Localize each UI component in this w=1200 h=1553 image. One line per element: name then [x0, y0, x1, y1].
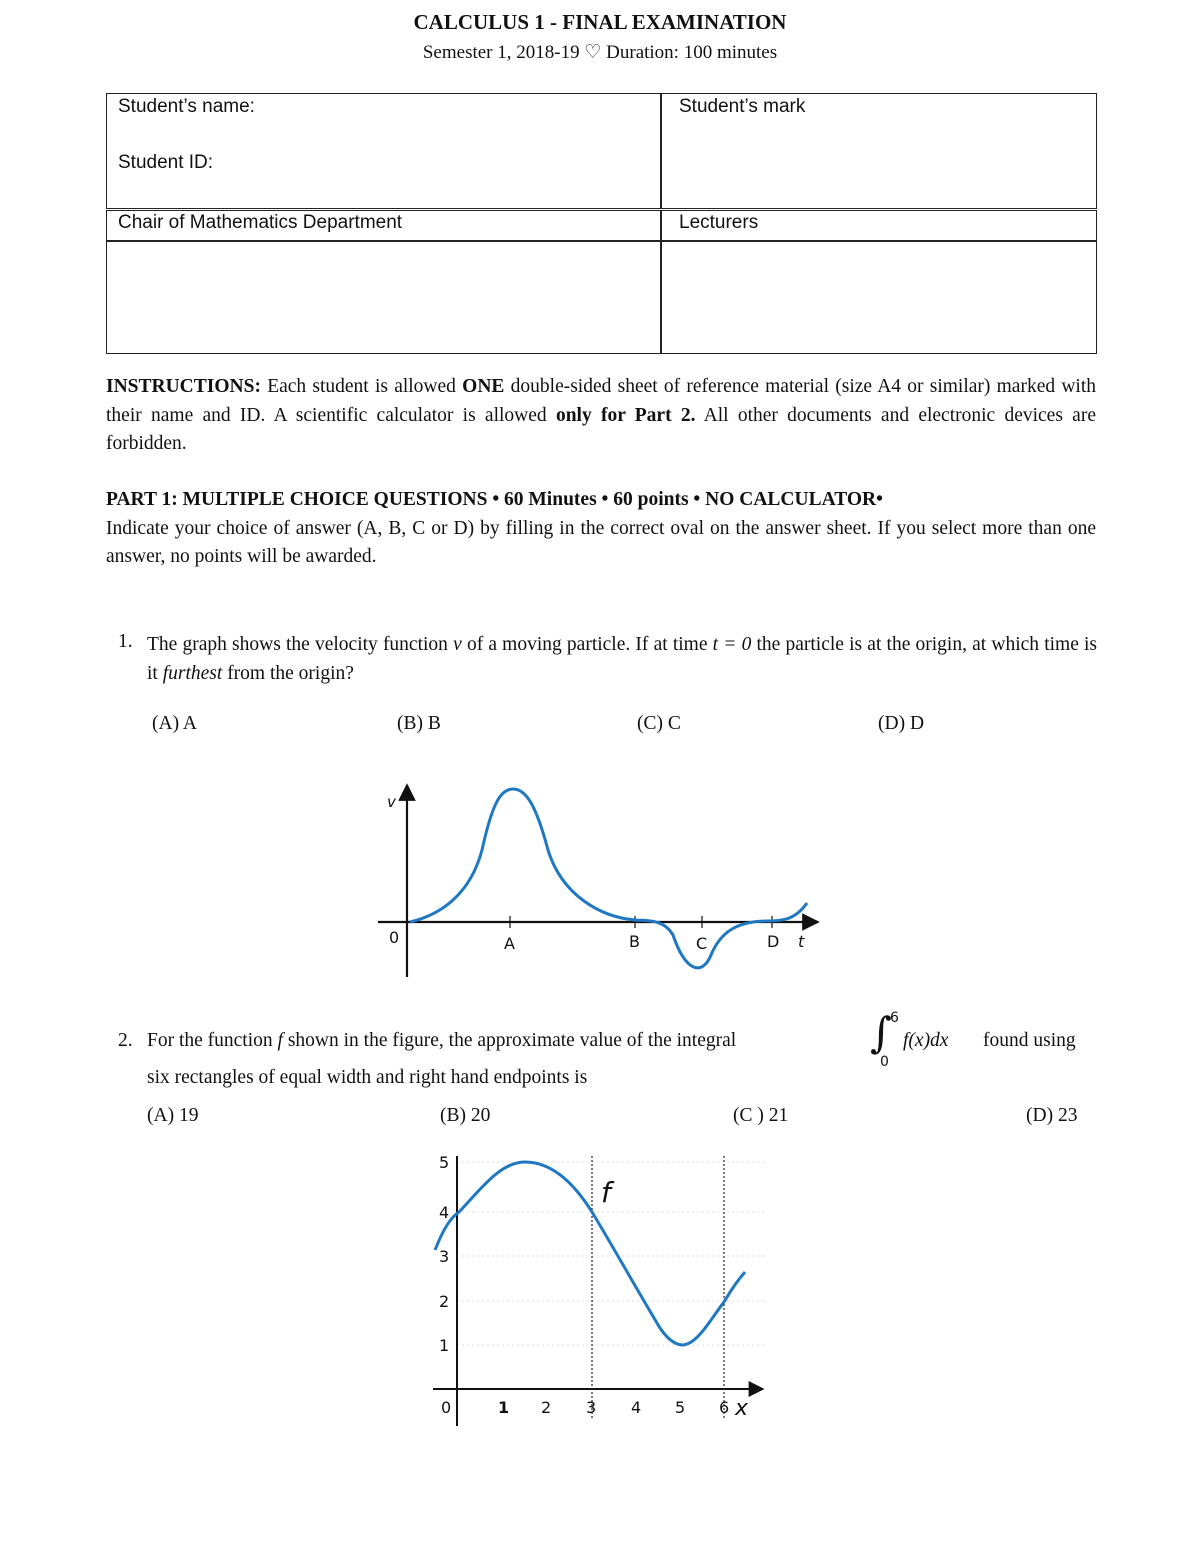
q2-choice-d[interactable]: (D) 23: [1026, 1105, 1078, 1126]
y-tick-3: 3: [439, 1247, 450, 1266]
point-d-label: D: [767, 932, 780, 951]
x-tick-2: 2: [541, 1398, 552, 1417]
x-tick-6: 6: [719, 1398, 730, 1417]
duration-text: Duration: 100 minutes: [606, 42, 778, 63]
instructions: [106, 373, 1096, 459]
f-curve: [435, 1162, 745, 1345]
integral-upper: 6: [890, 1010, 899, 1026]
q2-choice-b[interactable]: (B) 20: [440, 1105, 491, 1126]
q1-text-3: the particle is at the origin, at which time is it: [147, 634, 1098, 684]
q2-text-1: For the function: [147, 1030, 273, 1051]
semester-text: Semester 1, 2018-19: [422, 42, 580, 63]
integrand: f(x)dx: [903, 1030, 949, 1051]
student-mark-label: Student’s mark: [679, 96, 806, 117]
q1-furthest: furthest: [162, 662, 223, 684]
q2-text-4: six rectangles of equal width and right hand endpoints is: [147, 1067, 588, 1088]
x-tick-4: 4: [631, 1398, 642, 1417]
y-tick-1: 1: [439, 1336, 450, 1355]
q1-text-4: from the origin?: [227, 662, 354, 684]
integral-lower: 0: [880, 1054, 889, 1070]
q1-number: 1.: [118, 631, 133, 652]
point-b-label: B: [629, 932, 640, 951]
q1-condition: t = 0: [712, 634, 752, 655]
q2-text-2: shown in the figure, the approximate value of the integral: [287, 1030, 737, 1051]
lecturers-label: Lecturers: [679, 212, 759, 233]
x-label: x: [735, 1396, 749, 1421]
q2-var-f: f: [277, 1030, 283, 1051]
y-tick-2: 2: [439, 1292, 450, 1311]
point-a-label: A: [504, 934, 515, 953]
part1-heading: PART 1: MULTIPLE CHOICE QUESTIONS • 60 Minutes • 60 points • NO CALCULATOR•: [106, 489, 883, 510]
q1-var-v: v: [453, 634, 462, 655]
q2-number: 2.: [118, 1030, 133, 1051]
q1-text-2: of a moving particle. If at time: [466, 634, 708, 655]
signature-header-line: [106, 240, 1097, 242]
signature-divider: [660, 210, 662, 354]
t-label: t: [798, 932, 805, 951]
q1-choice-d[interactable]: (D) D: [878, 713, 925, 734]
x-tick-1: 1: [498, 1398, 510, 1417]
q2-text-line1: [147, 1030, 736, 1052]
part1-section: [106, 486, 1096, 572]
point-c-label: C: [696, 934, 708, 953]
x-tick-3: 3: [586, 1398, 597, 1417]
instructions-label: INSTRUCTIONS:: [106, 376, 261, 397]
exam-title: CALCULUS 1 - FINAL EXAMINATION: [413, 10, 787, 34]
instructions-one: ONE: [462, 376, 505, 397]
q2-choice-c[interactable]: (C ) 21: [733, 1105, 789, 1126]
x-tick-0: 0: [441, 1398, 452, 1417]
instructions-text-2: double-sided sheet of reference material (size A4 or similar) marked with their name and ID. A scientific calculator is allowed: [106, 376, 1096, 426]
instructions-text-3: All other documents and electronic devices are forbidden.: [106, 404, 1096, 454]
q2-choice-a[interactable]: (A) 19: [147, 1105, 199, 1126]
table-divider: [660, 93, 662, 209]
instructions-text-1: Each student is allowed: [267, 376, 456, 397]
q1-choice-b[interactable]: (B) B: [397, 713, 441, 734]
q1-velocity-graph: [370, 775, 830, 985]
v-label: v: [387, 793, 396, 811]
x-tick-5: 5: [675, 1398, 686, 1417]
student-id-label: Student ID:: [118, 152, 214, 173]
integral-sign: ∫: [870, 1008, 892, 1057]
y-tick-4: 4: [439, 1203, 450, 1222]
velocity-curve: [410, 789, 807, 968]
y-tick-5: 5: [439, 1153, 450, 1172]
origin-label: 0: [389, 928, 400, 947]
f-label: f: [601, 1176, 611, 1209]
student-name-label: Student’s name:: [118, 96, 255, 117]
q1-choice-c[interactable]: (C) C: [637, 713, 681, 734]
instructions-only-part2: only for Part 2.: [555, 404, 696, 426]
q1-choice-a[interactable]: (A) A: [152, 713, 197, 734]
q2-text-3: found using: [983, 1030, 1076, 1051]
part1-instructions: Indicate your choice of answer (A, B, C or D) by filling in the correct oval on the answer sheet. If you select more than one answer, no points will be awarded.: [106, 517, 1096, 567]
q1-text-1: The graph shows the velocity function: [147, 634, 448, 655]
q2-function-graph: [425, 1150, 775, 1430]
exam-subtitle: [0, 41, 1200, 64]
chair-label: Chair of Mathematics Department: [118, 212, 403, 233]
q2-grid: [457, 1162, 765, 1345]
q1-text: [147, 631, 1097, 688]
heart-icon: ♡: [584, 42, 602, 63]
